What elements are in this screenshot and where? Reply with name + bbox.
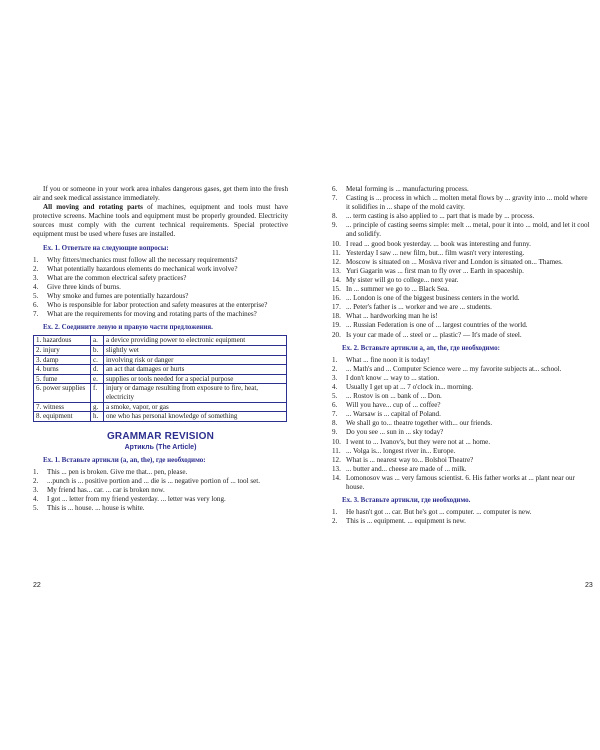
exercise-1-list (33, 256, 288, 320)
table-row: 2. injury b. slightly wet (34, 346, 287, 356)
list-item: 14. Lomonosov was ... very famous scientist. 6. His father works at ... plant near our house. (332, 473, 575, 491)
page-number-right: 23 (585, 582, 593, 589)
grammar-subheading: Артикль (The Article) (124, 443, 197, 451)
list-item: 9. ... principle of casting seems simple: melt ... metal, pour it into ... mold, and let it cool and solidify. (332, 221, 590, 239)
table-row: 3. damp c. involving risk or danger (34, 355, 287, 365)
table-row: 1. hazardous a. a device providing power to electronic equipment (34, 336, 287, 346)
grammar-heading: GRAMMAR REVISION (106, 430, 215, 442)
table-row: 4. burns d. an act that damages or hurts (34, 365, 287, 375)
list-item: 3. I don't know ... way to ... station. (332, 373, 440, 382)
list-item: 12. What is ... nearest way to... Bolshoi Theatre? (332, 455, 474, 464)
intro-paragraph: If you or someone in your work area inhales dangerous gases, get them into the fresh air and seek medical assistance immediately. (33, 185, 288, 203)
grammar-exercise-1-list (33, 468, 288, 513)
grammar-exercise-3-title: Ex. 3. Вставьте артикли, где необходимо. (342, 496, 471, 505)
grammar-exercise-1-continued (332, 185, 590, 340)
list-item: 8. We shall go to... theatre together with... our friends. (332, 419, 493, 428)
list-item: 7. ... Warsaw is ... capital of Poland. (332, 410, 441, 419)
list-item: 1. This ... pen is broken. Give me that... pen, please. (33, 468, 188, 477)
list-item: 15. In ... summer we go to ... Black Sea. (332, 285, 450, 294)
list-item: 10. I went to ... Ivanov's, but they were not at ... home. (332, 437, 491, 446)
page-number-left: 22 (33, 582, 41, 589)
list-item: 20. Is your car made of ... steel or ... plastic? — It's made of steel. (332, 330, 522, 339)
right-page (300, 0, 600, 750)
list-item: 11. Yesterday I saw ... new film, but... film wasn't very interesting. (332, 248, 525, 257)
list-item: 4. Give three kinds of burns. (33, 282, 121, 291)
table-row: 8. equipment h. one who has personal knowledge of something (34, 412, 287, 422)
grammar-exercise-2-title: Ex. 2. Вставьте артикли a, an, the, где необходимо: (342, 343, 500, 352)
list-item: 13. Yuri Gagarin was ... first man to fly over ... Earth in spaceship. (332, 266, 524, 275)
list-item: 19. ... Russian Federation is one of ... largest countries of the world. (332, 321, 528, 330)
grammar-exercise-2-list (332, 356, 590, 492)
exercise-2-title: Ex. 2. Соедините левую и правую части предложения. (43, 323, 213, 332)
list-item: 10. I read ... good book yesterday. ... book was interesting and funny. (332, 239, 531, 248)
list-item: 5. ... Rostov is on ... bank of ... Don. (332, 392, 442, 401)
table-row: 5. fume e. supplies or tools needed for a special purpose (34, 374, 287, 384)
list-item: 5. This is ... house. ... house is white. (33, 504, 145, 513)
grammar-exercise-3-list (332, 508, 590, 526)
list-item: 4. Usually I get up at ... 7 o'clock in... morning. (332, 382, 473, 391)
list-item: 8. ... term casting is also applied to ... part that is made by ... process. (332, 212, 535, 221)
list-item: 5. Why smoke and fumes are potentially hazardous? (33, 292, 189, 301)
matching-table (33, 335, 287, 421)
list-item: 4. I got ... letter from my friend yesterday. ... letter was very long. (33, 495, 226, 504)
right-column (332, 185, 590, 526)
list-item: 2. This is ... equipment. ... equipment is new. (332, 517, 466, 526)
list-item: 2. ...punch is ... positive portion and ... die is ... negative portion of ... tool set. (33, 477, 260, 486)
list-item: 14. My sister will go to college... next year. (332, 275, 459, 284)
list-item: 12. Moscow is situated on ... Moskva river and London is situated on... Thames. (332, 257, 563, 266)
moving-parts-text: of machines, equipment and tools must have protective screens. Machine tools and equipment must be properly grounded. Electricity sources must comply with the current technical requirements. Special protective equipment must be used where fuses are installed. (33, 203, 288, 239)
table-row: 6. power supplies f. injury or damage resulting from exposure to fire, heat, electricity (34, 384, 287, 402)
list-item: 7. What are the requirements for moving and rotating parts of the machines? (33, 310, 257, 319)
list-item: 6. Metal forming is ... manufacturing process. (332, 185, 469, 193)
list-item: 3. What are the common electrical safety practices? (33, 273, 187, 282)
list-item: 7. Casting is ... process in which ... molten metal flows by ... gravity into ... mold where it solidifies in ... shape of the mold cavity. (332, 194, 588, 212)
list-item: 17. ... Peter's father is ... worker and we are ... students. (332, 303, 492, 312)
list-item: 13. ... butter and... cheese are made of ... milk. (332, 464, 467, 473)
list-item: 16. ... London is one of the biggest business centers in the world. (332, 294, 520, 303)
list-item: 1. He hasn't got ... car. But he's got ... computer. ... computer is new. (332, 508, 532, 517)
list-item: 6. Who is responsible for labor protection and safety measures at the enterprise? (33, 301, 268, 310)
list-item: 2. What potentially hazardous elements do mechanical work involve? (33, 264, 238, 273)
moving-parts-paragraph (33, 203, 288, 239)
list-item: 1. What ... fine noon it is today! (332, 355, 430, 364)
list-item: 9. Do you see ... sun in ... sky today? (332, 428, 444, 437)
list-item: 6. Will you have... cup of ... coffee? (332, 401, 441, 410)
list-item: 1. Why fitters/mechanics must follow all the necessary requirements? (33, 255, 238, 264)
grammar-exercise-1-title: Ex. 1. Вставьте артикли (a, an, the), где необходимо: (43, 455, 206, 464)
list-item: 18. What ... hardworking man he is! (332, 312, 438, 321)
list-item: 11. ... Volga is... longest river in... Europe. (332, 446, 456, 455)
moving-parts-lead: All moving and rotating parts (43, 203, 143, 212)
table-row: 7. witness g. a smoke, vapor, or gas (34, 402, 287, 412)
list-item: 3. My friend has... car. ... car is broken now. (33, 486, 165, 495)
exercise-1-title: Ex. 1. Ответьте на следующие вопросы: (43, 243, 169, 252)
list-item: 2. ... Math's and ... Computer Science were ... my favorite subjects at... school. (332, 364, 562, 373)
left-column (33, 185, 288, 514)
